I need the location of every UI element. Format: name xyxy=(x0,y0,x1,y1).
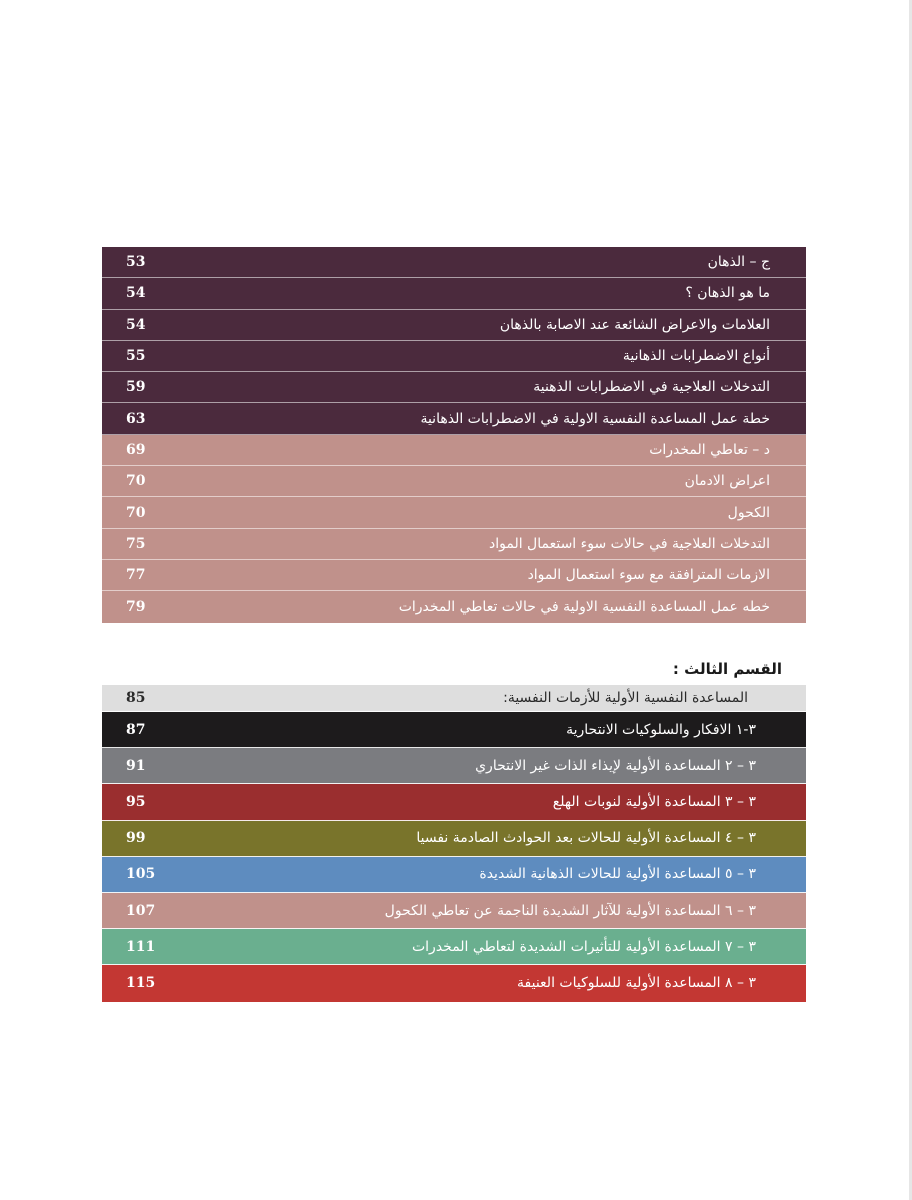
toc-row-label: ٣ – ٦ المساعدة الأولية للآثار الشديدة الناجمة عن تعاطي الكحول xyxy=(384,902,756,919)
toc-row-page: 99 xyxy=(126,830,146,847)
toc-row-label: ٣ – ٢ المساعدة الأولية لإيذاء الذات غير الانتحاري xyxy=(475,757,756,774)
toc-row[interactable] xyxy=(102,929,806,965)
toc-row-label: ٣ – ٨ المساعدة الأولية للسلوكيات العنيفة xyxy=(517,975,756,992)
toc-row-label: ج – الذهان xyxy=(707,254,770,271)
toc-row-page: 95 xyxy=(126,793,146,810)
toc-row-page: 54 xyxy=(126,316,146,333)
toc-row[interactable] xyxy=(102,712,806,748)
toc-row-page: 70 xyxy=(126,473,146,490)
toc-row-label: التدخلات العلاجية في الاضطرابات الذهنية xyxy=(533,379,770,396)
toc-row-page: 85 xyxy=(126,690,146,706)
toc-row[interactable] xyxy=(102,591,806,622)
toc-row-page: 54 xyxy=(126,285,146,302)
toc-row[interactable] xyxy=(102,560,806,591)
toc-row[interactable] xyxy=(102,821,806,857)
toc-row-page: 63 xyxy=(126,410,146,427)
toc-row-page: 79 xyxy=(126,598,146,615)
toc-row-label: ٣ – ٧ المساعدة الأولية للتأثيرات الشديدة لتعاطي المخدرات xyxy=(411,938,756,955)
toc-row-page: 59 xyxy=(126,379,146,396)
toc-row-label: المساعدة النفسية الأولية للأزمات النفسية: xyxy=(503,690,748,706)
toc-row-label: ٣-١ الافكار والسلوكيات الانتحارية xyxy=(566,721,756,738)
toc-row-label: اعراض الادمان xyxy=(684,473,770,490)
toc-row-label: ما هو الذهان ؟ xyxy=(685,285,770,302)
toc-row-page: 69 xyxy=(126,441,146,458)
toc-row-page: 87 xyxy=(126,721,146,738)
toc-part-3 xyxy=(102,685,806,1002)
toc-row[interactable] xyxy=(102,372,806,403)
toc-row-label: خطه عمل المساعدة النفسية الاولية في حالات تعاطي المخدرات xyxy=(398,598,770,615)
toc-row-page: 77 xyxy=(126,567,146,584)
toc-row-label: العلامات والاعراض الشائعة عند الاصابة بالذهان xyxy=(499,316,770,333)
toc-row[interactable] xyxy=(102,403,806,434)
toc-row-label: الازمات المترافقة مع سوء استعمال المواد xyxy=(527,567,770,584)
toc-part-1 xyxy=(102,247,806,623)
toc-row[interactable] xyxy=(102,497,806,528)
toc-row[interactable] xyxy=(102,247,806,278)
toc-row-page: 70 xyxy=(126,504,146,521)
toc-row-label: الكحول xyxy=(727,504,770,521)
toc-row-label: ٣ – ٣ المساعدة الأولية لنوبات الهلع xyxy=(552,793,756,810)
section-title: القسم الثالث : xyxy=(672,660,782,678)
toc-row[interactable] xyxy=(102,529,806,560)
toc-row[interactable] xyxy=(102,278,806,309)
toc-row[interactable] xyxy=(102,893,806,929)
toc-row[interactable] xyxy=(102,965,806,1001)
toc-row[interactable] xyxy=(102,310,806,341)
toc-row-label: أنواع الاضطرابات الذهانية xyxy=(622,348,770,365)
toc-row-page: 115 xyxy=(126,975,156,992)
toc-row-page: 111 xyxy=(126,938,156,955)
toc-row-page: 55 xyxy=(126,348,146,365)
toc-row-page: 75 xyxy=(126,535,146,552)
toc-row-label: خطة عمل المساعدة النفسية الاولية في الاضطرابات الذهانية xyxy=(420,410,770,427)
toc-row[interactable] xyxy=(102,685,806,712)
toc-row-page: 53 xyxy=(126,254,146,271)
toc-row[interactable] xyxy=(102,435,806,466)
toc-row[interactable] xyxy=(102,341,806,372)
toc-row-label: التدخلات العلاجية في حالات سوء استعمال المواد xyxy=(489,535,770,552)
toc-row[interactable] xyxy=(102,748,806,784)
toc-row[interactable] xyxy=(102,466,806,497)
toc-row-page: 107 xyxy=(126,902,156,919)
toc-row[interactable] xyxy=(102,857,806,893)
toc-row-label: د – تعاطي المخدرات xyxy=(649,441,770,458)
toc-row-page: 105 xyxy=(126,866,156,883)
toc-row-label: ٣ – ٤ المساعدة الأولية للحالات بعد الحوادث الصادمة نفسيا xyxy=(416,830,756,847)
toc-row-page: 91 xyxy=(126,757,146,774)
toc-row-label: ٣ – ٥ المساعدة الأولية للحالات الذهانية الشديدة xyxy=(479,866,756,883)
toc-row[interactable] xyxy=(102,784,806,820)
